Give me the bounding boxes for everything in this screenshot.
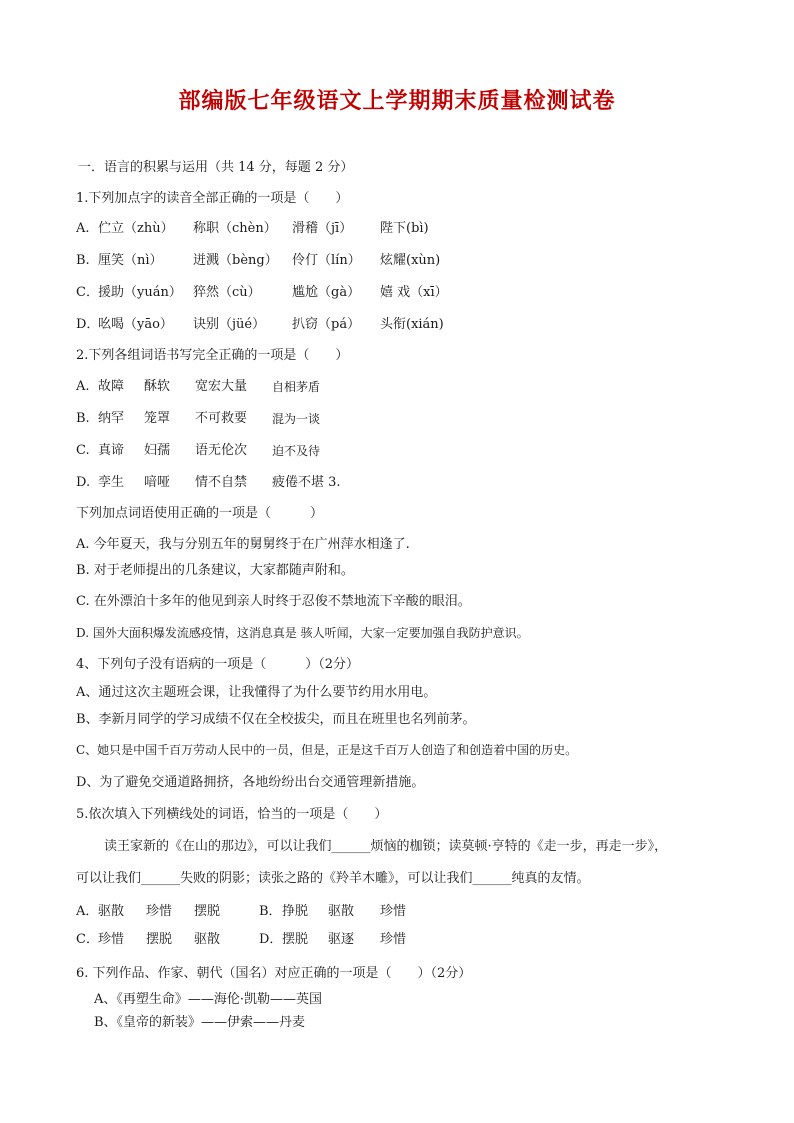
question-3-option-b: B. 对于老师提出的几条建议，大家都随声附和。 (76, 563, 354, 578)
question-4-option-a: A、通过这次主题班会课，让我懂得了为什么要节约用水用电。 (76, 685, 437, 700)
section-heading: 一．语言的积累与运用（共 14 分，每题 2 分） (78, 160, 354, 175)
question-3-option-d: D. 国外大面积爆发流感疫情，这消息真是 骇人听闻，大家一定要加强自我防护意识。 (76, 626, 529, 640)
question-5-stem: 5.依次填入下列横线处的词语，恰当的一项是（ ） (76, 807, 388, 822)
question-1-stem: 1.下列加点字的读音全部正确的一项是（ ） (76, 191, 349, 206)
exam-page: 部编版七年级语文上学期期末质量检测试卷 一．语言的积累与运用（共 14 分，每题 2 分） 1.下列加点字的读音全部正确的一项是（ ） A. 伫立（zhù） 称职（chèn） 滑稽（jī） 陛下(bì) B. 厘笑（nì） 迸溅（bèng） 伶仃（lín） 炫耀(xùn) C． 援助（yuán） 猝然（cù） 尴尬（gà） 嬉 戏（xī） D． 吆喝（yāo） 诀别（jüé） 扒窃（pá） 头衔(xián) 2.下列各组词语书写完全正确的一项是（ ） A. 故障 酥软 宽宏大量 自相茅盾 B. 纳罕 笼罩 不可救要 混为一谈 C. 真谛 妇孺 语无伦次 迫不及待 D. 孪生 喑哑 情不自禁 疲倦不堪 3. 下列加点词语使用正确的一项是（ ） A. 今年夏天，我与分别五年的舅舅终于在广州萍水相逢了. B. 对于老师提出的几条建议，大家都随声附和。 C. 在外漂泊十多年的他见到亲人时终于忍俊不禁地流下辛酸的眼泪。 D. 国外大面积爆发流感疫情，这消息真是 骇人听闻，大家一定要加强自我防护意识。 4、下列句子没有语病的一项是（ ）（2分） A、通过这次主题班会课，让我懂得了为什么要节约用水用电。 B、李新月同学的学习成绩不仅在全校拔尖，而且在班里也名列前茅。 C、她只是中国千百万劳动人民中的一员，但是，正是这千百万人创造了和创造着中国的历史。 D、为了避免交通道路拥挤，各地纷纷出台交通管理新措施。 5.依次填入下列横线处的词语，恰当的一项是（ ） 读王家新的《在山的那边》，可以让我们______烦恼的枷锁；读莫顿·亨特的《走一步，再走一步》， 可以让我们______失败的阴影；读张之路的《羚羊木雕》，可以让我们______纯真的友情。 A． 驱散 珍惜 摆脱 B． 挣脱 驱散 珍惜 C． 珍惜 摆脱 驱散 D． 摆脱 驱逐 珍惜 6. 下列作品、作家、朝代（国名）对应正确的一项是（ ）（2分） A、《再塑生命》——海伦·凯勒——英国 B、《皇帝的新装》——伊索——丹麦 (0, 0, 794, 1123)
question-2-stem: 2.下列各组词语书写完全正确的一项是（ ） (76, 348, 349, 363)
question-3-stem: 下列加点词语使用正确的一项是（ ） (76, 506, 324, 521)
question-4-option-c: C、她只是中国千百万劳动人民中的一员，但是，正是这千百万人创造了和创造着中国的历史。 (76, 743, 578, 757)
question-4-option-b: B、李新月同学的学习成绩不仅在全校拔尖，而且在班里也名列前茅。 (76, 712, 476, 727)
page-title: 部编版七年级语文上学期期末质量检测试卷 (178, 89, 616, 114)
question-4-option-d: D、为了避免交通道路拥挤，各地纷纷出台交通管理新措施。 (76, 775, 425, 790)
question-4-stem: 4、下列句子没有语病的一项是（ ）（2分） (76, 657, 360, 672)
question-3-option-a: A. 今年夏天，我与分别五年的舅舅终于在广州萍水相逢了. (76, 537, 410, 552)
question-6-stem: 6. 下列作品、作家、朝代（国名）对应正确的一项是（ ）（2分） (76, 966, 472, 981)
question-3-option-c: C. 在外漂泊十多年的他见到亲人时终于忍俊不禁地流下辛酸的眼泪。 (76, 594, 471, 609)
question-5-passage-line-1: 读王家新的《在山的那边》，可以让我们______烦恼的枷锁；读莫顿·亨特的《走一步，再走一步》， (104, 839, 668, 854)
question-5-passage-line-2: 可以让我们______失败的阴影；读张之路的《羚羊木雕》，可以让我们______纯真的友情。 (76, 871, 590, 886)
question-6-option-a: A、《再塑生命》——海伦·凯勒——英国 (94, 992, 323, 1007)
question-6-option-b: B、《皇帝的新装》——伊索——丹麦 (94, 1015, 306, 1030)
